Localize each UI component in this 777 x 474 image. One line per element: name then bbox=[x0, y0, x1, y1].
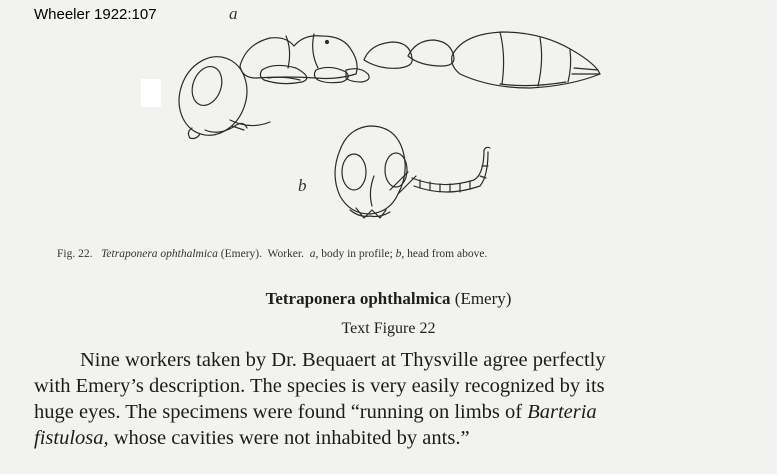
body-line-4-text: whose cavities were not inhabited by ants.” bbox=[113, 427, 470, 449]
body-paragraph bbox=[34, 347, 754, 451]
source-label: Wheeler 1922:107 bbox=[34, 6, 157, 23]
caption-a-letter: a, bbox=[309, 248, 319, 260]
body-line-3 bbox=[34, 399, 754, 425]
caption-b-text: head from above. bbox=[407, 248, 488, 260]
figure-a-label: a bbox=[229, 4, 238, 23]
caption-a-text: body in profile; bbox=[321, 248, 393, 260]
caption-species: Tetraponera ophthalmica bbox=[101, 248, 218, 260]
species-authority: (Emery) bbox=[454, 289, 512, 308]
species-heading bbox=[0, 289, 777, 309]
figure-caption bbox=[57, 248, 487, 260]
body-line-2: with Emery’s description. The species is very easily recognized by its bbox=[34, 375, 605, 397]
species-name: Tetraponera ophthalmica bbox=[265, 289, 451, 308]
caption-b-letter: b, bbox=[395, 248, 405, 260]
figure-b-label: b bbox=[298, 176, 307, 195]
ant-head-drawing bbox=[335, 126, 490, 218]
body-line-3-text: huge eyes. The specimens were found “running on limbs of bbox=[34, 401, 523, 423]
caption-caste: Worker. bbox=[267, 248, 304, 260]
body-line-4 bbox=[34, 425, 754, 451]
body-line-1: Nine workers taken by Dr. Bequaert at Thysville agree perfectly bbox=[80, 349, 606, 371]
body-line-3-italic: Barteria bbox=[527, 401, 597, 423]
caption-prefix: Fig. 22. bbox=[57, 248, 93, 260]
caption-authority: (Emery). bbox=[220, 248, 262, 260]
text-figure-subheading: Text Figure 22 bbox=[341, 320, 436, 337]
body-line-4-italic: fistulosa, bbox=[34, 427, 109, 449]
